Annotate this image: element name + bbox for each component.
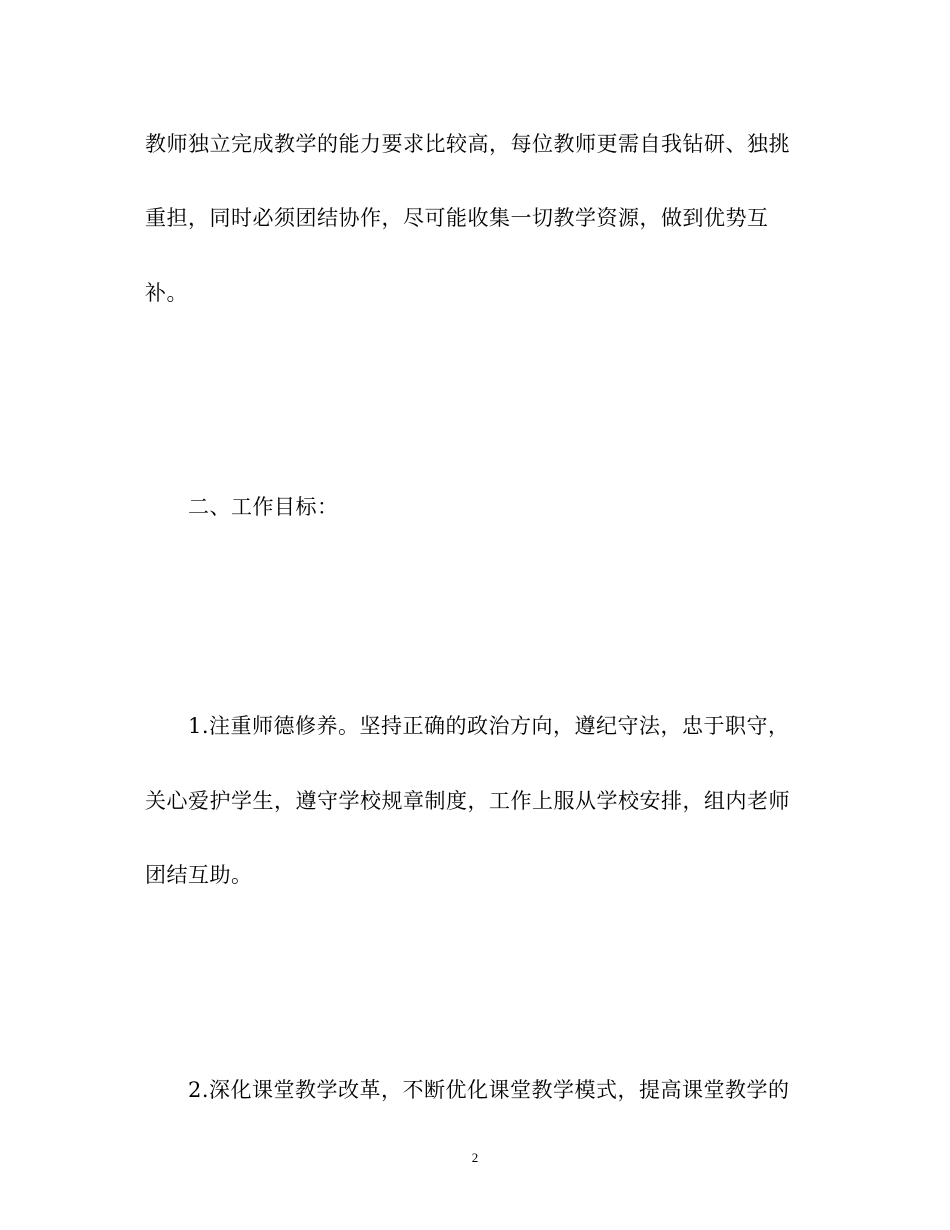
section-heading: 二、工作目标： xyxy=(188,495,339,519)
page-number: 2 xyxy=(471,1150,479,1165)
paragraph-line: 重担，同时必须团结协作，尽可能收集一切教学资源，做到优势互 xyxy=(145,206,769,230)
list-item-1-line: 1.注重师德修养。坚持正确的政治方向，遵纪守法，忠于职守， xyxy=(188,714,790,738)
list-item-1-line: 关心爱护学生，遵守学校规章制度，工作上服从学校安排，组内老师 xyxy=(145,789,790,813)
list-item-2-line: 2.深化课堂教学改革，不断优化课堂教学模式，提高课堂教学的 xyxy=(188,1078,790,1102)
list-item-1-line: 团结互助。 xyxy=(145,863,253,887)
paragraph-line: 教师独立完成教学的能力要求比较高，每位教师更需自我钻研、独挑 xyxy=(145,132,790,156)
paragraph-line: 补。 xyxy=(145,281,188,305)
